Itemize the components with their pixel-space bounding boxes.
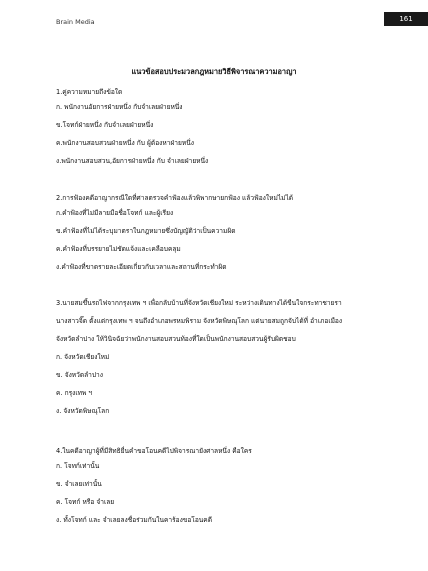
question-3 — [56, 299, 386, 425]
document-title: แนวข้อสอบประมวลกฎหมายวิธีพิจารณาความอาญา — [131, 67, 297, 76]
choice-c: ค.คำฟ้องที่บรรยายไม่ชัดแจ้งและเคลือบคลุม — [56, 245, 181, 253]
choice-b: ข. จังหวัดลำปาง — [56, 371, 103, 379]
choice-d: ง.คำฟ้องที่ขาดรายละเอียดเกี่ยวกับเวลาและสถานที่กระทำผิด — [56, 263, 227, 271]
page-header — [0, 0, 428, 30]
question-stem: 2.การฟ้องคดีอาญากรณีใดที่ศาลตรวจคำฟ้องแล้วพิพากษายกฟ้อง แล้วฟ้องใหม่ไม่ได้ — [56, 194, 294, 202]
choice-a: ก. โจทก์เท่านั้น — [56, 462, 100, 470]
choice-b: ข.คำฟ้องที่ไม่ได้ระบุมาตราในกฎหมายซึ่งบัญญัติว่าเป็นความผิด — [56, 227, 236, 235]
question-stem-line: นางสาวจิ๊ด ตั้งแต่กรุงเทพ ฯ จนถึงอำเภอพรหมพิราม จังหวัดพิษณุโลก แต่นายสมถูกจับได้ที่ อำเภอเมือง — [56, 317, 343, 325]
question-stem: 1.คู่ความหมายถึงข้อใด — [56, 88, 123, 96]
question-stem: 4.ในคดีอาญาผู้ที่มีสิทธิยื่นคำขอโอนคดีไปพิจารณายังศาลหนึ่ง คือใคร — [56, 447, 252, 455]
page-number-badge: 161 — [384, 12, 428, 26]
choice-d: ง. ทั้งโจทก์ และ จำเลยลงชื่อร่วมกันในคาร้องขอโอนคดี — [56, 516, 212, 524]
question-stem-line: จังหวัดลำปาง ให้วินิจฉัยว่าพนักงานสอบสวนท้องที่ใดเป็นพนักงานสอบสวนผู้รับผิดชอบ — [56, 335, 296, 343]
question-4 — [56, 447, 386, 534]
choice-c: ค. โจทก์ หรือ จำเลย — [56, 498, 115, 506]
brand-name: Brain Media — [56, 18, 95, 26]
choice-a: ก. จังหวัดเชียงใหม่ — [56, 353, 110, 361]
choice-d: ง.พนักงานสอบสวน,อัยการฝ่ายหนึ่ง กับ จำเลยฝ่ายหนึ่ง — [56, 157, 209, 165]
choice-c: ค.พนักงานสอบสวนฝ่ายหนึ่ง กับ ผู้ต้องหาฝ่ายหนึ่ง — [56, 139, 194, 147]
choice-a: ก. พนักงานอัยการฝ่ายหนึ่ง กับจำเลยฝ่ายหนึ่ง — [56, 103, 183, 111]
choice-b: ข. จำเลยเท่านั้น — [56, 480, 102, 488]
question-2 — [56, 194, 386, 281]
choice-b: ข.โจทก์ฝ่ายหนึ่ง กับจำเลยฝ่ายหนึ่ง — [56, 121, 154, 129]
question-1 — [56, 88, 386, 175]
choice-d: ง. จังหวัดพิษณุโลก — [56, 407, 110, 415]
choice-c: ค. กรุงเทพ ฯ — [56, 389, 93, 397]
choice-a: ก.คำฟ้องที่ไม่มีลายมือชื่อโจทก์ และผู้เรียง — [56, 209, 174, 217]
question-stem-line: 3.นายสมขึ้นรถไฟจากกรุงเทพ ฯ เพื่อกลับบ้านที่จังหวัดเชียงใหม่ ระหว่างเดินทางได้ขืนใจกระทาชายรา — [56, 299, 342, 307]
